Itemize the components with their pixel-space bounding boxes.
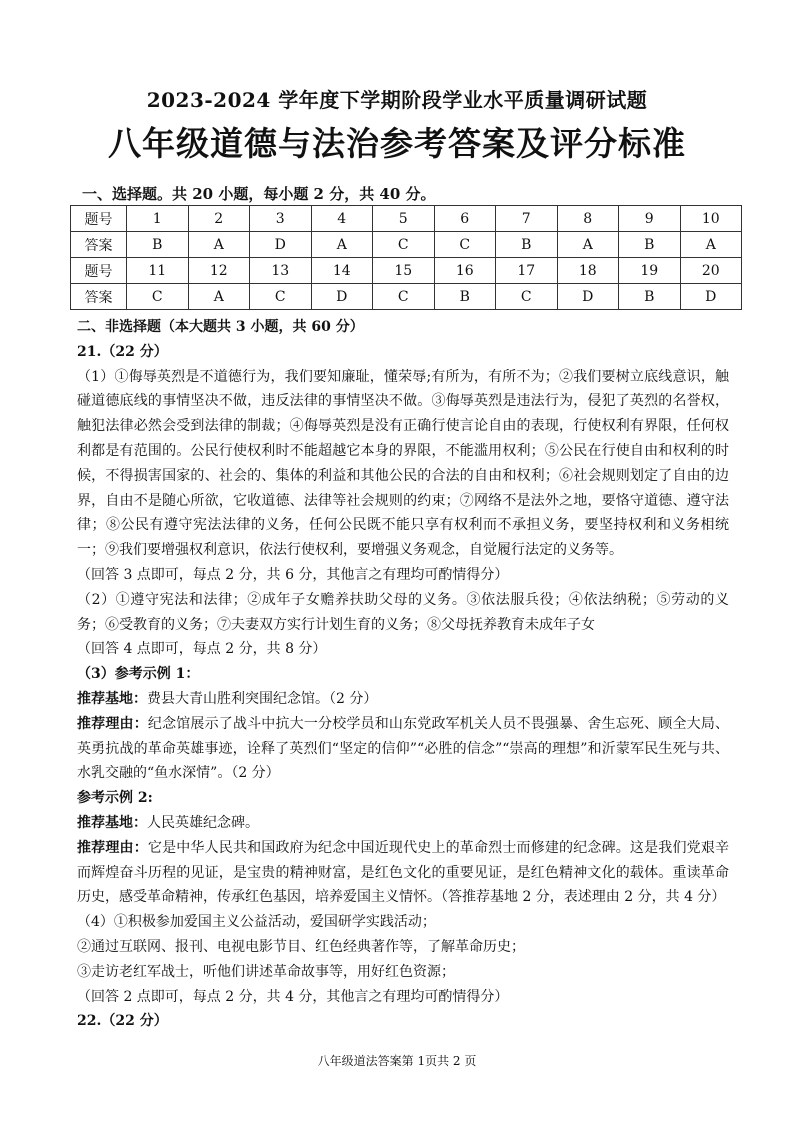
- table-cell: 15: [373, 258, 435, 284]
- table-cell: C: [127, 284, 189, 310]
- table-cell: 11: [127, 258, 189, 284]
- table-cell: D: [557, 284, 619, 310]
- table-cell: 6: [434, 206, 496, 232]
- q22-heading: 22.（22 分）: [77, 1013, 168, 1030]
- table-cell: 7: [496, 206, 558, 232]
- row-header-cell: 答案: [71, 232, 127, 258]
- q21-part2-answer: （2）①遵守宪法和法律；②成年子女赡养扶助父母的义务。③依法服兵役；④依法纳税；⑤劳动的义务；⑥受教育的义务；⑦夫妻双方实行计划生育的义务；⑧父母抚养教育未成年子女: [77, 591, 729, 633]
- q21-part4-scoring: （回答 2 点即可，每点 2 分，共 4 分，其他言之有理均可酌情得分）: [77, 988, 509, 1005]
- table-cell: C: [496, 284, 558, 310]
- table-cell: 12: [188, 258, 250, 284]
- table-cell: 13: [250, 258, 312, 284]
- q21-part4-line2: ②通过互联网、报刊、电视电影节目、红色经典著作等，了解革命历史；: [77, 938, 525, 955]
- table-cell: B: [619, 284, 681, 310]
- table-cell: 16: [434, 258, 496, 284]
- example2-base: [77, 811, 729, 836]
- example2-base-label: 推荐基地：: [77, 814, 147, 831]
- q21-part1-answer: （1）①侮辱英烈是不道德行为，我们要知廉耻，懂荣辱;有所为，有所不为；②我们要树立底线意识，触碰道德底线的事情坚决不做，违反法律的事情坚决不做。③侮辱英烈是违法行为，侵犯了英烈的名誉权，触犯法律必然会受到法律的制裁；④侮辱英烈是没有正确行使言论自由的表现，行使权利有界限，任何权利都是有范围的。公民行使权利时不能超越它本身的界限，不能滥用权利；⑤公民在行使自由和权利的时候，不得损害国家的、社会的、集体的利益和其他公民的合法的自由和权利；⑥社会规则划定了自由的边界，自由不是随心所欲，它收道德、法律等社会规则的约束；⑦网络不是法外之地，要恪守道德、遵守法律；⑧公民有遵守宪法法律的义务，任何公民既不能只享有权利而不承担义务，要坚持权利和义务相统一；⑨我们要增强权利意识，依法行使权利，要增强义务观念，自觉履行法定的义务等。: [77, 368, 729, 559]
- table-cell: A: [188, 284, 250, 310]
- table-cell: D: [680, 284, 742, 310]
- example2-reason: [77, 836, 729, 910]
- table-cell: A: [188, 232, 250, 258]
- table-cell: 3: [250, 206, 312, 232]
- table-cell: 4: [311, 206, 373, 232]
- table-cell: C: [250, 284, 312, 310]
- example2-reason-label: 推荐理由：: [77, 839, 148, 856]
- section2-heading: 二、非选择题（本大题共 3 小题，共 60 分）: [77, 319, 364, 335]
- q21-heading: 21.（22 分）: [77, 343, 168, 360]
- answer-table: [70, 205, 742, 310]
- table-cell: 17: [496, 258, 558, 284]
- table-cell: 8: [557, 206, 619, 232]
- table-cell: D: [311, 284, 373, 310]
- table-cell: 14: [311, 258, 373, 284]
- example1-reason-label: 推荐理由：: [77, 715, 148, 732]
- example1-base: [77, 687, 729, 712]
- table-cell: 2: [188, 206, 250, 232]
- table-cell: B: [127, 232, 189, 258]
- question-number-row: [71, 206, 742, 232]
- table-cell: C: [373, 232, 435, 258]
- table-cell: D: [250, 232, 312, 258]
- table-cell: 1: [127, 206, 189, 232]
- example1-base-text: 费县大青山胜利突围纪念馆。（2 分）: [147, 690, 378, 707]
- q21-part2-scoring: （回答 4 点即可，每点 2 分，共 8 分）: [77, 641, 327, 658]
- example2-heading: 参考示例 2:: [77, 790, 153, 807]
- table-cell: 18: [557, 258, 619, 284]
- document-title: 八年级道德与法治参考答案及评分标准: [108, 124, 686, 163]
- example2-reason-text: 它是中华人民共和国政府为纪念中国近现代史上的革命烈士而修建的纪念碑。这是我们党艰辛而辉煌奋斗历程的见证，是宝贵的精神财富，是红色文化的重要见证，是红色精神文化的载体。重读革命历史，感受革命精神，传承红色基因，培养爱国主义情怀。（答推荐基地 2 分，表述理由 2 分，共 4 分）: [77, 839, 729, 906]
- table-cell: 9: [619, 206, 681, 232]
- section1-heading: 一、选择题。共 20 小题，每小题 2 分，共 40 分。: [82, 185, 436, 203]
- example1-reason: [77, 712, 729, 786]
- section2-content: [77, 315, 729, 1034]
- table-cell: B: [619, 232, 681, 258]
- answer-row: [71, 232, 742, 258]
- table-cell: A: [680, 232, 742, 258]
- answer-row: [71, 284, 742, 310]
- example1-base-label: 推荐基地：: [77, 690, 147, 707]
- row-header-cell: 题号: [71, 206, 127, 232]
- example1-reason-text: 纪念馆展示了战斗中抗大一分校学员和山东党政军机关人员不畏强暴、舍生忘死、顾全大局、英勇抗战的革命英雄事迹，诠释了英烈们“坚定的信仰”“必胜的信念”“崇高的理想”和沂蒙军民生死与共、水乳交融的“鱼水深情”。（2 分）: [77, 715, 729, 782]
- q21-part4-line3: ③走访老红军战士，听他们讲述革命故事等，用好红色资源；: [77, 963, 455, 980]
- q21-part3-heading: （3）参考示例 1：: [77, 666, 200, 683]
- table-cell: A: [311, 232, 373, 258]
- table-cell: A: [557, 232, 619, 258]
- row-header-cell: 题号: [71, 258, 127, 284]
- question-number-row: [71, 258, 742, 284]
- page-footer: 八年级道法答案第 1页共 2 页: [317, 1054, 477, 1068]
- exam-title: 2023-2024 学年度下学期阶段学业水平质量调研试题: [146, 88, 648, 112]
- table-cell: B: [434, 284, 496, 310]
- q21-part1-scoring: （回答 3 点即可，每点 2 分，共 6 分，其他言之有理均可酌情得分）: [77, 566, 509, 583]
- table-cell: 5: [373, 206, 435, 232]
- table-cell: 19: [619, 258, 681, 284]
- q21-part4-line1: （4）①积极参加爱国主义公益活动，爱国研学实践活动；: [77, 914, 436, 931]
- table-cell: 20: [680, 258, 742, 284]
- table-cell: B: [496, 232, 558, 258]
- row-header-cell: 答案: [71, 284, 127, 310]
- table-cell: C: [434, 232, 496, 258]
- example2-base-text: 人民英雄纪念碑。: [147, 814, 259, 831]
- table-cell: 10: [680, 206, 742, 232]
- table-cell: C: [373, 284, 435, 310]
